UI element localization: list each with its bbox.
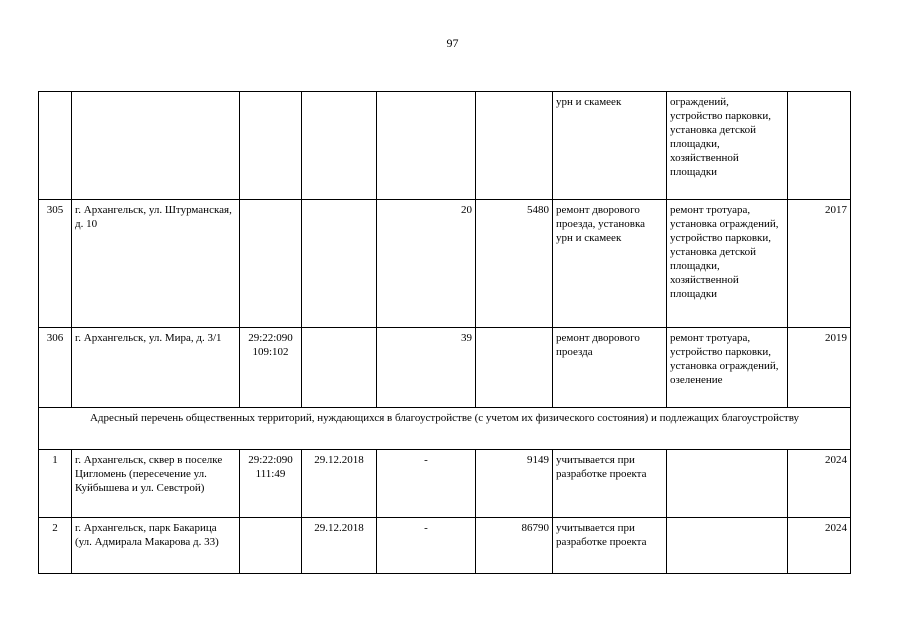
territory-registry-table xyxy=(38,91,851,574)
table-row xyxy=(39,518,851,574)
area-cell xyxy=(476,92,553,200)
page-number: 97 xyxy=(446,36,459,50)
row-number: 2 xyxy=(39,518,72,574)
additional-works-cell xyxy=(667,518,788,574)
row-number: 305 xyxy=(39,200,72,328)
minimum-works-cell: учитывается при разработке проекта xyxy=(553,450,667,518)
area-cell: 9149 xyxy=(476,450,553,518)
minimum-works-cell: ремонт дворового проезда xyxy=(553,328,667,408)
count-cell: 39 xyxy=(377,328,476,408)
address-cell: г. Архангельск, ул. Штурманская, д. 10 xyxy=(72,200,240,328)
minimum-works-cell: ремонт дворового проезда, установка урн и скамеек xyxy=(553,200,667,328)
cadastral-cell xyxy=(240,92,302,200)
address-cell: г. Архангельск, сквер в поселке Цигломень (пересечение ул. Куйбышева и ул. Севстрой) xyxy=(72,450,240,518)
count-cell: - xyxy=(377,450,476,518)
address-cell: г. Архангельск, ул. Мира, д. 3/1 xyxy=(72,328,240,408)
count-cell: 20 xyxy=(377,200,476,328)
count-cell: - xyxy=(377,518,476,574)
area-cell: 86790 xyxy=(476,518,553,574)
minimum-works-cell: учитывается при разработке проекта xyxy=(553,518,667,574)
count-cell xyxy=(377,92,476,200)
table-row xyxy=(39,92,851,200)
date-cell xyxy=(302,92,377,200)
area-cell: 5480 xyxy=(476,200,553,328)
area-cell xyxy=(476,328,553,408)
date-cell: 29.12.2018 xyxy=(302,518,377,574)
table-row xyxy=(39,328,851,408)
cadastral-cell: 29:22:090 109:102 xyxy=(240,328,302,408)
section-heading: Адресный перечень общественных территорий, нуждающихся в благоустройстве (с учетом их физического состояния) и подлежащих благоустройству xyxy=(39,408,851,450)
minimum-works-cell: урн и скамеек xyxy=(553,92,667,200)
additional-works-cell xyxy=(667,450,788,518)
row-number: 1 xyxy=(39,450,72,518)
row-number: 306 xyxy=(39,328,72,408)
cadastral-cell xyxy=(240,200,302,328)
cadastral-cell: 29:22:090 111:49 xyxy=(240,450,302,518)
additional-works-cell: ремонт тротуара, установка ограждений, устройство парковки, установка детской площадки, хозяйственной площадки xyxy=(667,200,788,328)
additional-works-cell: ремонт тротуара, устройство парковки, установка ограждений, озеленение xyxy=(667,328,788,408)
year-cell: 2024 xyxy=(788,450,851,518)
table-row xyxy=(39,450,851,518)
date-cell xyxy=(302,200,377,328)
additional-works-cell: ограждений, устройство парковки, установка детской площадки, хозяйственной площадки xyxy=(667,92,788,200)
table-row xyxy=(39,200,851,328)
year-cell: 2017 xyxy=(788,200,851,328)
address-cell xyxy=(72,92,240,200)
year-cell: 2024 xyxy=(788,518,851,574)
year-cell: 2019 xyxy=(788,328,851,408)
section-heading-row xyxy=(39,408,851,450)
year-cell xyxy=(788,92,851,200)
cadastral-cell xyxy=(240,518,302,574)
row-number xyxy=(39,92,72,200)
date-cell xyxy=(302,328,377,408)
address-cell: г. Архангельск, парк Бакарица (ул. Адмирала Макарова д. 33) xyxy=(72,518,240,574)
date-cell: 29.12.2018 xyxy=(302,450,377,518)
